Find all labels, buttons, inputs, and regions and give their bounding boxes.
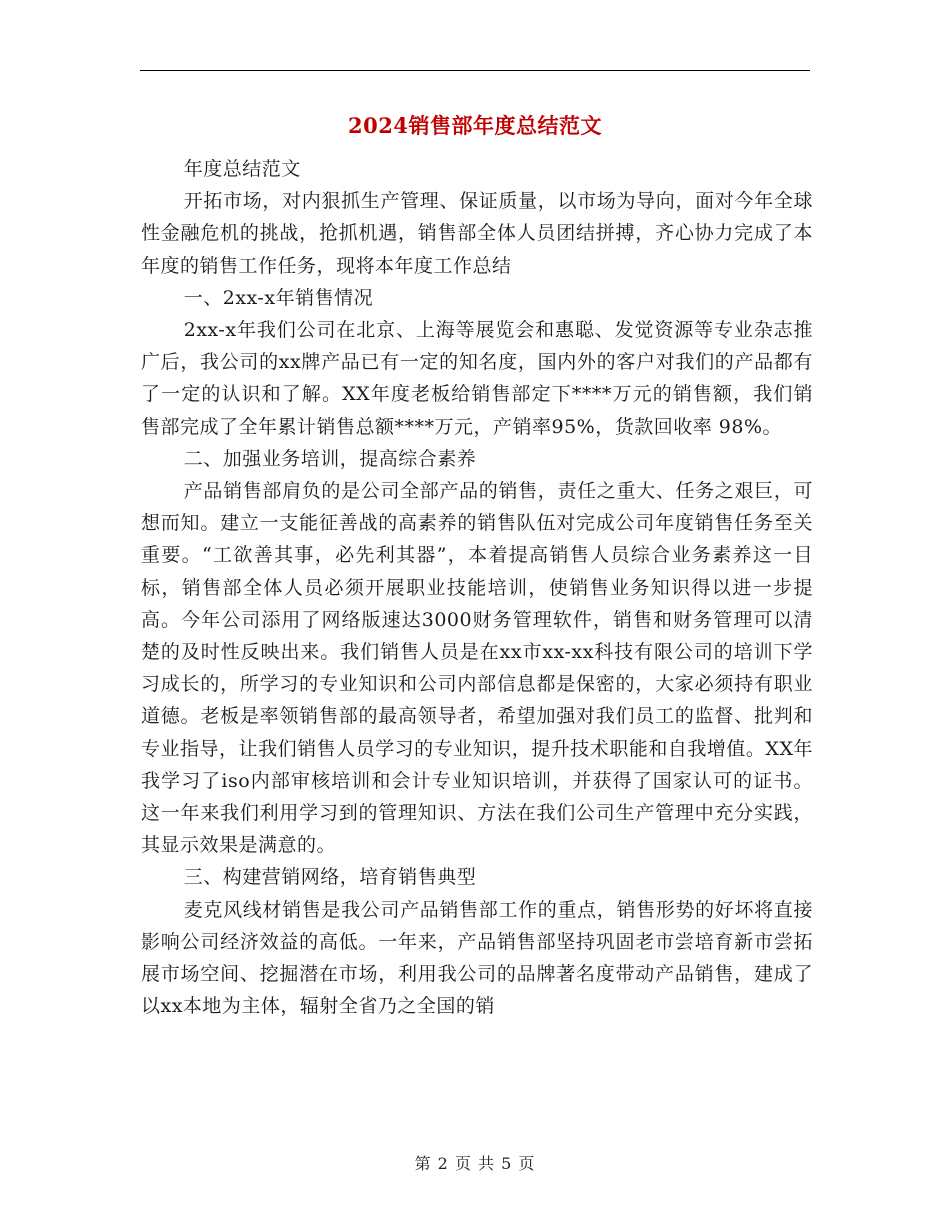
paragraph: 麦克风线材销售是我公司产品销售部工作的重点，销售形势的好坏将直接影响公司经济效益的高低。一年来，产品销售部坚持巩固老市尝培育新市尝拓展市场空间、挖掘潜在市场，利用我公司的品牌著名度带动产品销售，建成了以xx本地为主体，辐射全省乃之全国的销 bbox=[141, 898, 813, 1018]
section-heading: 三、构建营销网络，培育销售典型 bbox=[183, 866, 477, 889]
section-heading: 一、2xx-x年销售情况 bbox=[183, 286, 374, 309]
paragraph-intro: 年度总结范文 bbox=[183, 158, 301, 180]
header-rule bbox=[140, 70, 810, 71]
section-heading: 二、加强业务培训，提高综合素养 bbox=[183, 447, 477, 470]
document-title: 2024销售部年度总结范文 bbox=[348, 113, 602, 138]
document-body bbox=[141, 153, 813, 1022]
paragraph: 2xx-x年我们公司在北京、上海等展览会和惠聪、发觉资源等专业杂志推广后，我公司的xx牌产品已有一定的知名度，国内外的客户对我们的产品都有了一定的认识和了解。XX年度老板给销售部定下****万元的销售额，我们销售部完成了全年累计销售总额****万元，产销率95%，货款回收率 98%。 bbox=[141, 319, 813, 438]
page-number: 第 2 页 共 5 页 bbox=[414, 1154, 536, 1173]
paragraph: 产品销售部肩负的是公司全部产品的销售，责任之重大、任务之艰巨，可想而知。建立一支能征善战的高素养的销售队伍对完成公司年度销售任务至关重要。“工欲善其事，必先利其器”，本着提高销售人员综合业务素养这一目标，销售部全体人员必须开展职业技能培训，使销售业务知识得以进一步提高。今年公司添用了网络版速达3000财务管理软件，销售和财务管理可以清楚的及时性反映出来。我们销售人员是在xx市xx-xx科技有限公司的培训下学习成长的，所学习的专业知识和公司内部信息都是保密的，大家必须持有职业道德。老板是率领销售部的最高领导者，希望加强对我们员工的监督、批判和专业指导，让我们销售人员学习的专业知识，提升技术职能和自我增值。XX年我学习了iso内部审核培训和会计专业知识培训，并获得了国家认可的证书。这一年来我们利用学习到的管理知识、方法在我们公司生产管理中充分实践，其显示效果是满意的。 bbox=[141, 480, 813, 857]
paragraph: 开拓市场，对内狠抓生产管理、保证质量，以市场为导向，面对今年全球性金融危机的挑战，抢抓机遇，销售部全体人员团结拼搏，齐心协力完成了本年度的销售工作任务，现将本年度工作总结 bbox=[141, 190, 813, 277]
